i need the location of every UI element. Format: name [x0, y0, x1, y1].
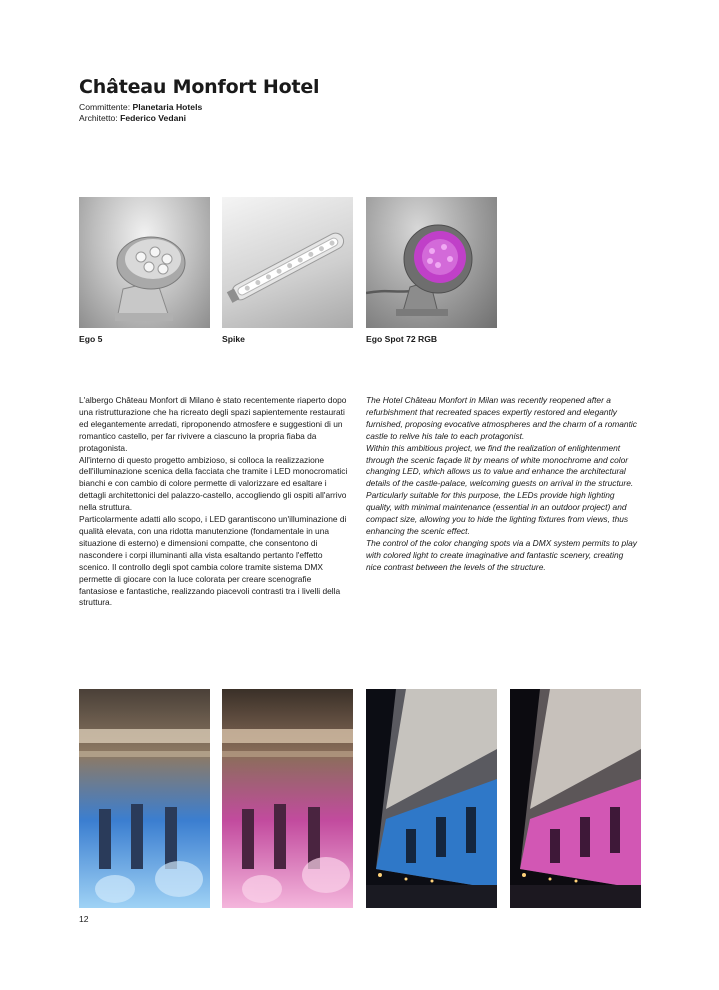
product-image-spike	[222, 197, 353, 328]
architect-line	[79, 113, 202, 124]
client-label: Committente:	[79, 102, 131, 112]
product-image-ego-5	[79, 197, 210, 328]
facade-photo-night-magenta	[510, 689, 641, 908]
client-line	[79, 102, 202, 113]
english-paragraph: The control of the color changing spots via a DMX system permits to play with colored light to create imaginative and fantastic scenery, creating nice contrast between the levels of the structure.	[366, 537, 637, 572]
product-image-ego-spot-72-rgb	[366, 197, 497, 328]
english-paragraph: The Hotel Château Monfort in Milan was recently reopened after a refurbishment that recreated spaces expertly restored and elegantly furnished, proposing evocative atmospheres and the charm of a romantic castle to relive his tale to each protagonist.	[366, 395, 637, 441]
architect-name: Federico Vedani	[120, 113, 187, 123]
english-paragraph: Within this ambitious project, we find the realization of enlightenment through the scenic façade lit by means of white monochrome and color changing LED, which allows us to value and enhance the architectural details of the castle-palace, welcoming guests on arrival in the structure. Particularly suitable for this purpose, the LEDs provide high lighting quality, with minimal maintenance (essential in an outdoor project) and compact size, allowing you to hide the lighting fixtures from views, thus enhancing the scenic effect.	[366, 442, 634, 536]
product-ego-spot-72-rgb	[366, 197, 497, 344]
italian-paragraph: Particolarmente adatti allo scopo, i LED garantiscono un'illuminazione di qualità elevata, con una ridotta manutenzione (fondamentale in una situazione di esterno) e dimensioni compatte, che consentono di nascondere i corpi illuminanti alla vista esaltando pertanto l'effetto scenico. Il controllo degli spot cambia colore tramite sistema DMX permette di giocare con la luce colorata per creare scenografie fantasiose e fantastiche, realizzando piacevoli contrasti tra i livelli della struttura.	[79, 514, 347, 608]
project-credits	[79, 102, 202, 124]
architect-label: Architetto:	[79, 113, 118, 123]
product-name: Ego Spot 72 RGB	[366, 334, 438, 344]
facade-photo-night-blue	[366, 689, 497, 908]
client-name: Planetaria Hotels	[132, 102, 203, 112]
spike-fixture-icon	[222, 197, 353, 328]
page-title: Château Monfort Hotel	[79, 76, 320, 98]
product-ego-5	[79, 197, 210, 344]
product-spike	[222, 197, 353, 344]
facade-photo-blue	[79, 689, 210, 908]
facade-photo-magenta	[222, 689, 353, 908]
italian-paragraph: L'albergo Château Monfort di Milano è stato recentemente riaperto dopo una ristrutturazione che ha ricreato degli spazi sapientemente restaurati ed elegantemente arredati, riproponendo atmosfere e suggestioni di un romantico castello, per far rivivere a ciascuno la propria fiaba da protagonista.	[79, 395, 347, 453]
italian-description	[79, 395, 351, 609]
page-number: 12	[79, 914, 89, 924]
product-name: Ego 5	[79, 334, 103, 344]
ego-spot-rgb-fixture-icon	[366, 197, 497, 328]
italian-paragraph: All'interno di questo progetto ambizioso, si colloca la realizzazione dell'illuminazione scenica della facciata che tramite i LED monocromatici bianchi e con cambio di colore permette di valorizzare ed esaltare i dettagli architettonici del palazzo-castello, accogliendo gli ospiti all'arrivo nella struttura.	[79, 454, 348, 513]
product-name: Spike	[222, 334, 245, 344]
ego-5-fixture-icon	[79, 197, 210, 328]
english-description	[366, 395, 638, 574]
